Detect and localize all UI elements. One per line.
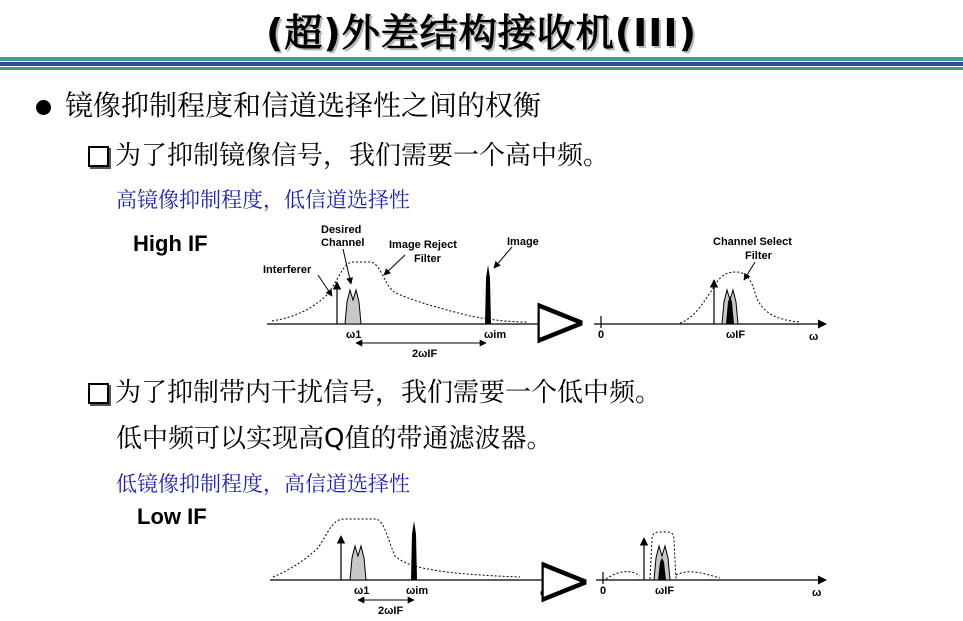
low-if-label-omega-axis: ω bbox=[540, 587, 550, 599]
low-if-if-spectrum bbox=[596, 532, 826, 599]
low-if-label-w1: ω1 bbox=[354, 585, 370, 597]
low-if-label-omega-axis-if: ω bbox=[812, 587, 822, 599]
main-bullet-text: 镜像抑制程度和信道选择性之间的权衡 bbox=[65, 89, 542, 122]
low-if-label-wim: ωim bbox=[406, 585, 429, 597]
low-if-rf-spectrum bbox=[270, 519, 550, 617]
label-desired: Desired bbox=[321, 224, 362, 236]
high-if-if-spectrum bbox=[594, 236, 826, 343]
low-if-label-twowif: 2ωIF bbox=[378, 605, 404, 617]
high-if-rf-spectrum bbox=[263, 224, 548, 360]
channel-select-pointer bbox=[744, 262, 755, 280]
diagram-label-high-if: High IF bbox=[133, 231, 208, 256]
label-image-reject: Image Reject bbox=[389, 239, 457, 251]
page-title: (超)外差结构接收机(III) bbox=[266, 11, 697, 55]
point-low-if-text: 为了抑制带内干扰信号，我们需要一个低中频。 bbox=[115, 378, 662, 408]
note-high-if: 高镜像抑制程度，低信道选择性 bbox=[116, 188, 410, 212]
label-interferer: Interferer bbox=[263, 264, 312, 276]
point-high-if-text: 为了抑制镜像信号，我们需要一个高中频。 bbox=[115, 141, 610, 171]
interferer-pointer bbox=[318, 275, 332, 296]
label-twowif: 2ωIF bbox=[412, 348, 438, 360]
image-reject-pointer bbox=[384, 255, 405, 275]
label-omega-axis-if: ω bbox=[809, 331, 819, 343]
label-omega-axis: ω bbox=[538, 331, 548, 343]
label-channel: Channel bbox=[321, 237, 365, 249]
image-pointer bbox=[494, 247, 512, 268]
desired-channel-pointer bbox=[343, 249, 351, 284]
label-wim: ωim bbox=[484, 329, 507, 341]
low-if-desired-channel-shape bbox=[350, 546, 366, 580]
point-low-if-line2: 低中频可以实现高Q值的带通滤波器。 bbox=[116, 424, 553, 454]
label-wif: ωIF bbox=[726, 329, 746, 341]
low-if-image-reject-response bbox=[273, 519, 520, 577]
desired-channel-shape bbox=[345, 290, 361, 324]
low-if-label-wif: ωIF bbox=[655, 585, 675, 597]
label-channel-select: Channel Select bbox=[713, 236, 792, 248]
image-signal-shape bbox=[485, 265, 491, 324]
diagram-label-low-if: Low IF bbox=[137, 504, 207, 529]
label-zero: 0 bbox=[598, 329, 605, 341]
note-low-if: 低镜像抑制程度，高信道选择性 bbox=[116, 472, 410, 496]
label-w1: ω1 bbox=[346, 329, 362, 341]
low-if-image-signal-shape bbox=[411, 521, 417, 580]
label-image: Image bbox=[507, 236, 539, 248]
low-if-label-zero: 0 bbox=[600, 585, 607, 597]
label-filter: Filter bbox=[414, 253, 441, 265]
channel-select-filter-response bbox=[680, 272, 800, 323]
label-channel-select-filter: Filter bbox=[745, 250, 772, 262]
